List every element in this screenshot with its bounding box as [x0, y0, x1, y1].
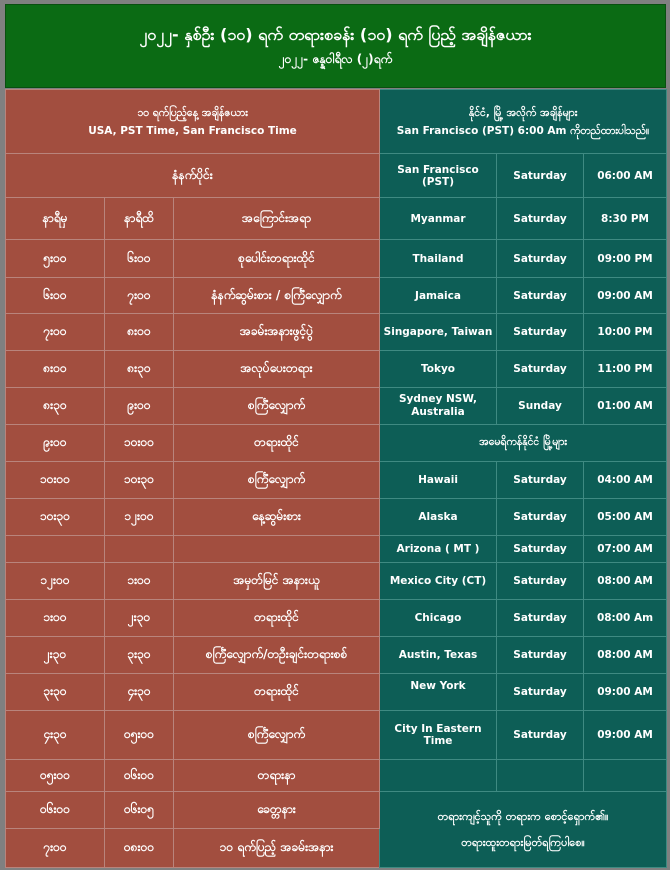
right-table-heading	[380, 90, 667, 154]
from-cell: ၈း၀၀	[6, 351, 105, 388]
day-cell: Saturday	[497, 600, 584, 637]
from-cell: ၄း၃၀	[6, 711, 105, 760]
topic-cell: နံနက်ဆွမ်းစား / စင်္ကြံလျှောက်	[174, 278, 380, 314]
topic-cell: စင်္ကြံလျှောက်	[174, 711, 380, 760]
to-cell: ၇း၀၀	[105, 278, 174, 314]
morning-section-label: နံနက်ပိုင်း	[6, 154, 380, 198]
time-cell: 8:30 PM	[584, 198, 667, 240]
from-cell: ၀၅း၀၀	[6, 760, 105, 792]
day-cell: Saturday	[497, 314, 584, 351]
time-cell: 09:00 AM	[584, 711, 667, 760]
to-cell: ၁၀း၃၀	[105, 462, 174, 499]
to-cell: ၀၈း၀၀	[105, 829, 174, 868]
left-table-heading	[6, 90, 380, 154]
empty-cell	[497, 760, 584, 792]
closing-note-line1: တရားကျင့်သူကို တရားက စောင့်ရှောက်၏။	[437, 809, 609, 823]
place-cell: Tokyo	[380, 351, 497, 388]
to-cell: ၀၅း၀၀	[105, 711, 174, 760]
place-cell: Singapore, Taiwan	[380, 314, 497, 351]
col-header-to: နာရီထိ	[105, 198, 174, 240]
right-heading-line2: San Francisco (PST) 6:00 Am ကိုတည်ထားပါသည်။	[396, 124, 650, 137]
from-cell: ၁၂း၀၀	[6, 563, 105, 600]
to-cell: ၈း၃၀	[105, 351, 174, 388]
to-cell: ၄း၃၀	[105, 674, 174, 711]
topic-cell: စင်္ကြံလျှောက်/တဦးချင်းတရားစစ်	[174, 637, 380, 674]
topic-cell: တရားနာ	[174, 760, 380, 792]
to-cell: ၆း၀၀	[105, 240, 174, 278]
day-cell: Sunday	[497, 388, 584, 425]
place-cell: Mexico City (CT)	[380, 563, 497, 600]
time-cell: 07:00 AM	[584, 536, 667, 563]
from-cell: ၈း၃၀	[6, 388, 105, 425]
time-cell: 11:00 PM	[584, 351, 667, 388]
place-cell: San Francisco (PST)	[380, 154, 497, 198]
time-cell: 06:00 AM	[584, 154, 667, 198]
time-cell: 05:00 AM	[584, 499, 667, 536]
place-cell: Alaska	[380, 499, 497, 536]
from-cell: ၅း၀၀	[6, 240, 105, 278]
schedule-title: ၂၀၂၂- နှစ်ဦး (၁၀) ရက် တရားစခန်း (၁၀) ရက် ပြည့် အချိန်ဇယား	[139, 25, 532, 44]
place-cell: Hawaii	[380, 462, 497, 499]
topic-cell: အလုပ်ပေးတရား	[174, 351, 380, 388]
place-cell: Austin, Texas	[380, 637, 497, 674]
place-cell: Jamaica	[380, 278, 497, 314]
col-header-topic: အကြောင်းအရာ	[174, 198, 380, 240]
from-cell: ၇း၀၀	[6, 314, 105, 351]
place-cell: Sydney NSW, Australia	[380, 388, 497, 425]
to-cell: ၈း၀၀	[105, 314, 174, 351]
topic-cell: အခမ်းအနားဖွင့်ပွဲ	[174, 314, 380, 351]
time-cell: 09:00 PM	[584, 240, 667, 278]
schedule-date: ၂၀၂၂- ဇန္နဝါရီလ (၂)ရက်	[278, 52, 393, 66]
time-cell: 08:00 AM	[584, 563, 667, 600]
topic-cell: တရားထိုင်	[174, 600, 380, 637]
topic-cell: စင်္ကြံလျှောက်	[174, 388, 380, 425]
time-cell: 09:00 AM	[584, 278, 667, 314]
day-cell: Saturday	[497, 154, 584, 198]
day-cell: Saturday	[497, 711, 584, 760]
to-cell: ၉း၀၀	[105, 388, 174, 425]
day-cell: Saturday	[497, 351, 584, 388]
to-cell: ၁၀း၀၀	[105, 425, 174, 462]
topic-cell: စင်္ကြံလျှောက်	[174, 462, 380, 499]
place-cell: Thailand	[380, 240, 497, 278]
from-cell: ၁၀း၃၀	[6, 499, 105, 536]
closing-note-line2: တရားထူးတရားမြတ်ရကြပါစေ။	[461, 835, 585, 849]
from-cell: ၁၀း၀၀	[6, 462, 105, 499]
day-cell: Saturday	[497, 499, 584, 536]
time-cell: 08:00 AM	[584, 637, 667, 674]
to-cell: ၂း၃၀	[105, 600, 174, 637]
place-cell: Arizona ( MT )	[380, 536, 497, 563]
left-heading-line1: ၁၀ ရက်ပြည့်နေ့ အချိန်ဇယား	[137, 106, 248, 119]
schedule-header	[5, 4, 666, 88]
place-cell: Chicago	[380, 600, 497, 637]
to-cell: ၁း၀၀	[105, 563, 174, 600]
left-heading-line2: USA, PST Time, San Francisco Time	[88, 124, 297, 137]
schedule-table	[5, 89, 667, 868]
place-cell: Myanmar	[380, 198, 497, 240]
right-heading-line1: နိုင်ငံ, မြို့ အလိုက် အချိန်များ	[468, 106, 578, 119]
topic-cell: နေ့ဆွမ်းစား	[174, 499, 380, 536]
place-cell: City In Eastern Time	[380, 711, 497, 760]
from-cell: ၇း၀၀	[6, 829, 105, 868]
time-cell: 10:00 PM	[584, 314, 667, 351]
topic-cell: ခေတ္တနား	[174, 792, 380, 829]
empty-cell	[584, 760, 667, 792]
from-cell: ၃း၃၀	[6, 674, 105, 711]
us-cities-section-label: အမေရိကန်နိုင်ငံ မြို့များ	[380, 425, 667, 462]
time-cell: 09:00 AM	[584, 674, 667, 711]
col-header-from: နာရီမှ	[6, 198, 105, 240]
day-cell: Saturday	[497, 278, 584, 314]
day-cell: Saturday	[497, 674, 584, 711]
from-cell: ၆း၀၀	[6, 278, 105, 314]
closing-note	[380, 792, 667, 868]
topic-cell: အမှတ်မြင် အနားယူ	[174, 563, 380, 600]
place-cell: New York	[380, 674, 497, 711]
topic-cell	[174, 536, 380, 563]
from-cell: ၂း၃၀	[6, 637, 105, 674]
empty-cell	[380, 760, 497, 792]
time-cell: 08:00 Am	[584, 600, 667, 637]
from-cell	[6, 536, 105, 563]
day-cell: Saturday	[497, 198, 584, 240]
day-cell: Saturday	[497, 637, 584, 674]
to-cell	[105, 536, 174, 563]
day-cell: Saturday	[497, 536, 584, 563]
topic-cell: တရားထိုင်	[174, 674, 380, 711]
to-cell: ၁၂း၀၀	[105, 499, 174, 536]
time-cell: 04:00 AM	[584, 462, 667, 499]
to-cell: ၀၆း၀၅	[105, 792, 174, 829]
day-cell: Saturday	[497, 240, 584, 278]
to-cell: ၃း၃၀	[105, 637, 174, 674]
from-cell: ၁း၀၀	[6, 600, 105, 637]
time-cell: 01:00 AM	[584, 388, 667, 425]
topic-cell: တရားထိုင်	[174, 425, 380, 462]
from-cell: ၀၆း၀၀	[6, 792, 105, 829]
day-cell: Saturday	[497, 563, 584, 600]
topic-cell: စုပေါင်းတရားထိုင်	[174, 240, 380, 278]
day-cell: Saturday	[497, 462, 584, 499]
from-cell: ၉း၀၀	[6, 425, 105, 462]
topic-cell: ၁၀ ရက်ပြည့် အခမ်းအနား	[174, 829, 380, 868]
to-cell: ၀၆း၀၀	[105, 760, 174, 792]
